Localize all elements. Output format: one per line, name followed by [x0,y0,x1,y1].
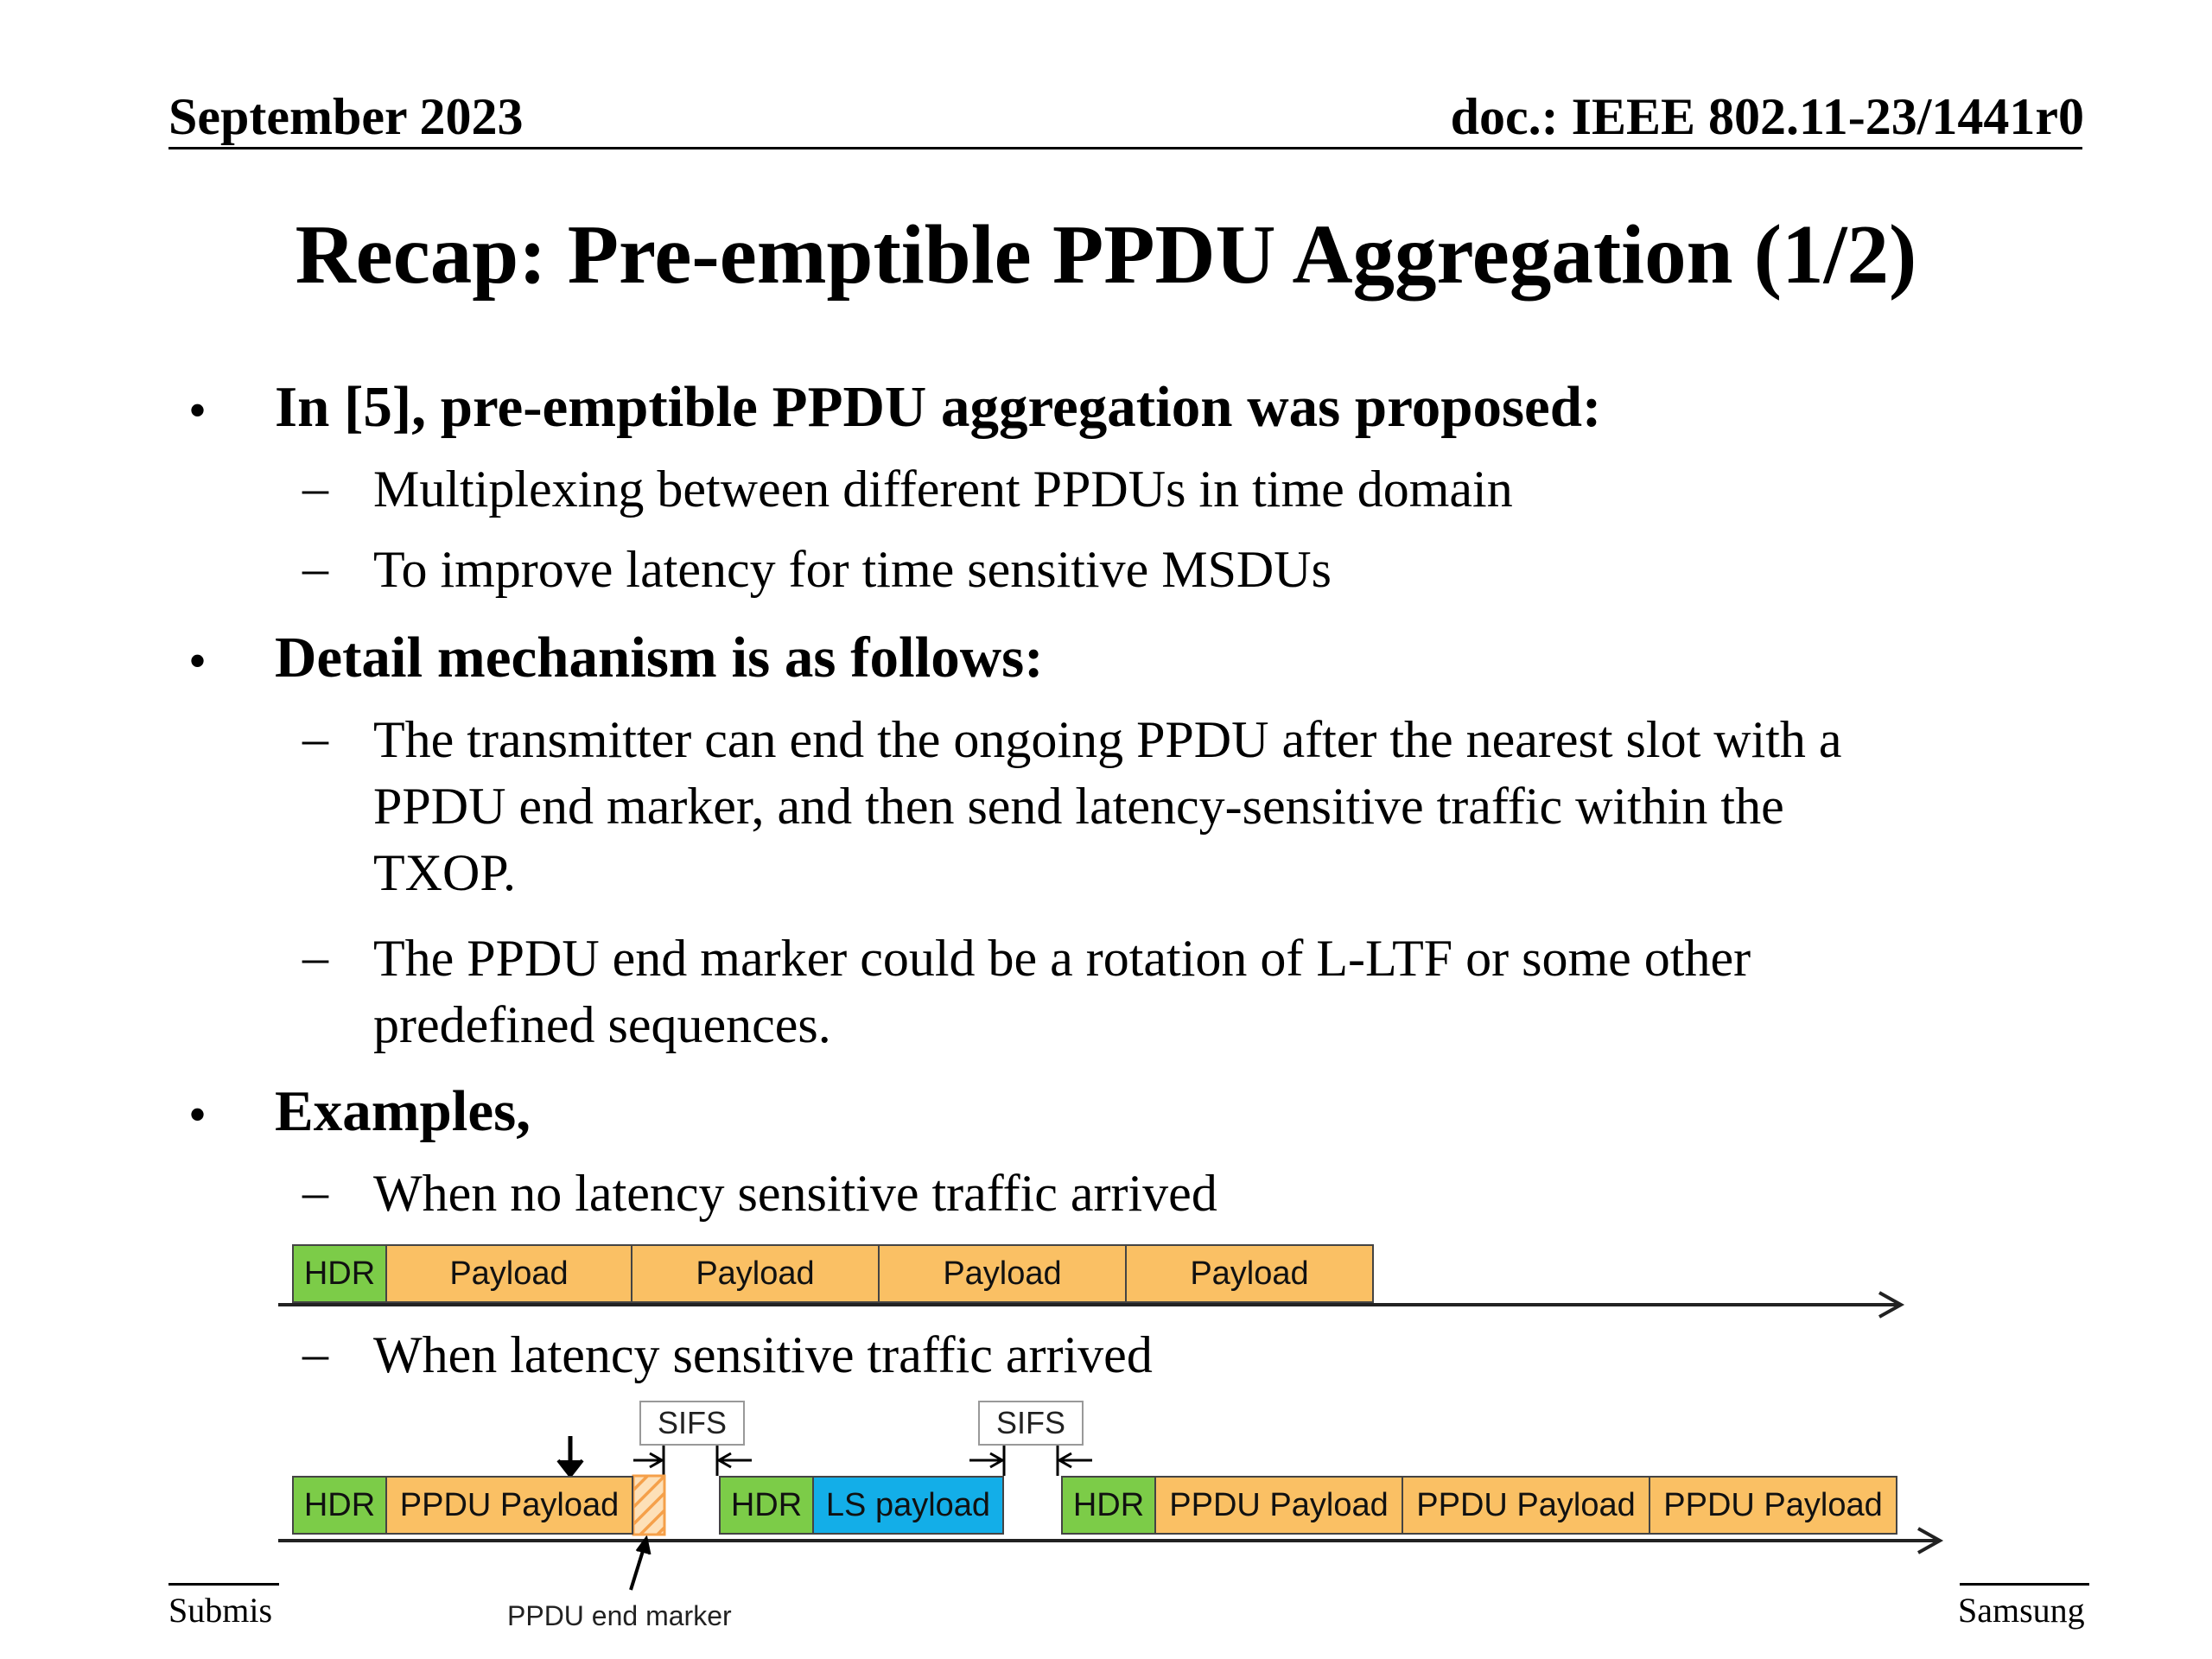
ppdu-end-marker-caption: PPDU end marker [507,1600,732,1631]
bullet-marker: • [188,382,207,439]
sifs-label: SIFS [639,1401,745,1446]
header-date: September 2023 [168,88,524,145]
bullet-3-sub-2: When latency sensitive traffic arrived [373,1326,1153,1383]
bullet-2-sub-1-line-1: The transmitter can end the ongoing PPDU after the nearest slot with a [373,711,1842,768]
ppdu-payload-block: PPDU Payload [385,1476,633,1535]
bullet-2-sub-2-line-1: The PPDU end marker could be a rotation of L-LTF or some other [373,930,1751,987]
dash-marker: – [302,459,328,516]
header-doc-id: doc.: IEEE 802.11-23/1441r0 [1450,88,2084,145]
dash-marker: – [302,709,328,766]
bullet-1-sub-2: To improve latency for time sensitive MSDUs [373,541,1332,598]
payload-block: Payload [878,1244,1127,1303]
payload-block: Payload [385,1244,632,1303]
bullet-marker: • [188,1086,207,1143]
bullet-2-sub-1-line-2: PPDU end marker, and then send latency-sensitive traffic within the [373,778,1784,835]
bullet-1-sub-1: Multiplexing between different PPDUs in time domain [373,461,1513,518]
bullet-2: Detail mechanism is as follows: [275,626,1044,690]
payload-block: Payload [1125,1244,1374,1303]
footer-rule-right [1960,1583,2089,1586]
hdr-block: HDR [1061,1476,1156,1535]
dash-marker: – [302,539,328,596]
bullet-3: Examples, [275,1079,531,1143]
bullet-2-sub-2-line-2: predefined sequences. [373,996,831,1053]
hdr-block: HDR [292,1476,387,1535]
footer-right: Samsung [1958,1591,2085,1630]
ls-payload-block: LS payload [812,1476,1004,1535]
dash-marker: – [302,1325,328,1382]
sifs-label: SIFS [978,1401,1084,1446]
dash-marker: – [302,1163,328,1220]
slide-title: Recap: Pre-emptible PPDU Aggregation (1/2) [295,208,1917,301]
payload-block: Payload [631,1244,880,1303]
footer-left: Submis [168,1591,273,1630]
bullet-2-sub-1-line-3: TXOP. [373,844,517,901]
bullet-1: In [5], pre-emptible PPDU aggregation was proposed: [275,375,1602,439]
ppdu-payload-block: PPDU Payload [1402,1476,1650,1535]
bullet-3-sub-1: When no latency sensitive traffic arrived [373,1165,1217,1222]
ppdu-payload-block: PPDU Payload [1649,1476,1897,1535]
hdr-block: HDR [292,1244,387,1303]
ppdu-payload-block: PPDU Payload [1154,1476,1403,1535]
bullet-marker: • [188,632,207,690]
footer-rule-left [168,1583,279,1586]
dash-marker: – [302,928,328,985]
hdr-block: HDR [719,1476,814,1535]
